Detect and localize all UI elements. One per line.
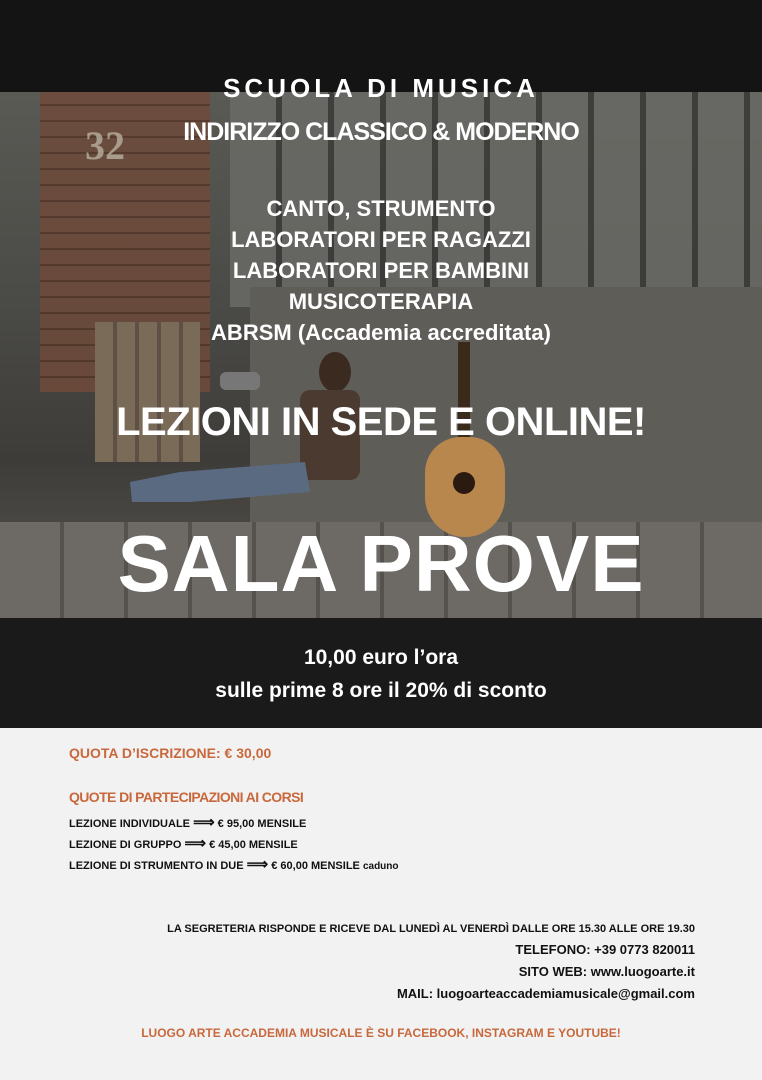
social-footer: LUOGO ARTE ACCADEMIA MUSICALE È SU FACEBOOK, INSTAGRAM E YOUTUBE!: [141, 1026, 621, 1040]
fee-label: LEZIONE DI GRUPPO: [69, 839, 182, 851]
enrollment-fee: QUOTA D’ISCRIZIONE: € 30,00: [69, 745, 272, 761]
fee-note: caduno: [362, 861, 399, 872]
service-item: LABORATORI PER RAGAZZI: [231, 227, 531, 252]
school-title: SCUOLA DI MUSICA: [223, 73, 539, 103]
fee-label: LEZIONE INDIVIDUALE: [69, 818, 191, 830]
sala-prove-heading: SALA PROVE: [117, 519, 645, 608]
service-item: MUSICOTERAPIA: [288, 289, 474, 314]
website-link[interactable]: SITO WEB: www.luogoarte.it: [518, 964, 695, 979]
fee-label: LEZIONE DI STRUMENTO IN DUE: [69, 860, 244, 872]
office-hours: LA SEGRETERIA RISPONDE E RICEVE DAL LUNEDÌ AL VENERDÌ DALLE ORE 15.30 ALLE ORE 19.30: [167, 923, 695, 935]
fee-list: [69, 813, 399, 877]
guitar-soundhole: [453, 472, 475, 494]
pricing-band: [0, 618, 762, 728]
building-number: 32: [85, 123, 125, 168]
discount-text: sulle prime 8 ore il 20% di sconto: [215, 679, 547, 702]
hourly-rate: 10,00 euro l’ora: [303, 646, 459, 669]
double-right-arrow-icon: ⟹: [193, 814, 215, 831]
fee-row: [69, 855, 399, 877]
courses-heading: QUOTE DI PARTECIPAZIONI AI CORSI: [69, 789, 304, 805]
service-item: CANTO, STRUMENTO: [266, 196, 496, 221]
email-link[interactable]: MAIL: luogoarteaccademiamusicale@gmail.com: [396, 986, 695, 1001]
phone-number: TELEFONO: +39 0773 820011: [515, 942, 695, 957]
lessons-banner: LEZIONI IN SEDE E ONLINE!: [116, 400, 646, 444]
fee-price: € 60,00 MENSILE: [271, 860, 360, 872]
service-item: LABORATORI PER BAMBINI: [232, 258, 530, 283]
fee-row: [69, 834, 399, 855]
school-subtitle: INDIRIZZO CLASSICO & MODERNO: [183, 118, 579, 146]
fee-price: € 45,00 MENSILE: [209, 839, 298, 851]
double-right-arrow-icon: ⟹: [184, 835, 207, 852]
fee-price: € 95,00 MENSILE: [217, 818, 307, 830]
double-right-arrow-icon: ⟹: [246, 856, 269, 873]
services-list: [0, 193, 762, 348]
fee-row: [69, 813, 399, 834]
service-item: ABRSM (Accademia accreditata): [211, 320, 551, 345]
